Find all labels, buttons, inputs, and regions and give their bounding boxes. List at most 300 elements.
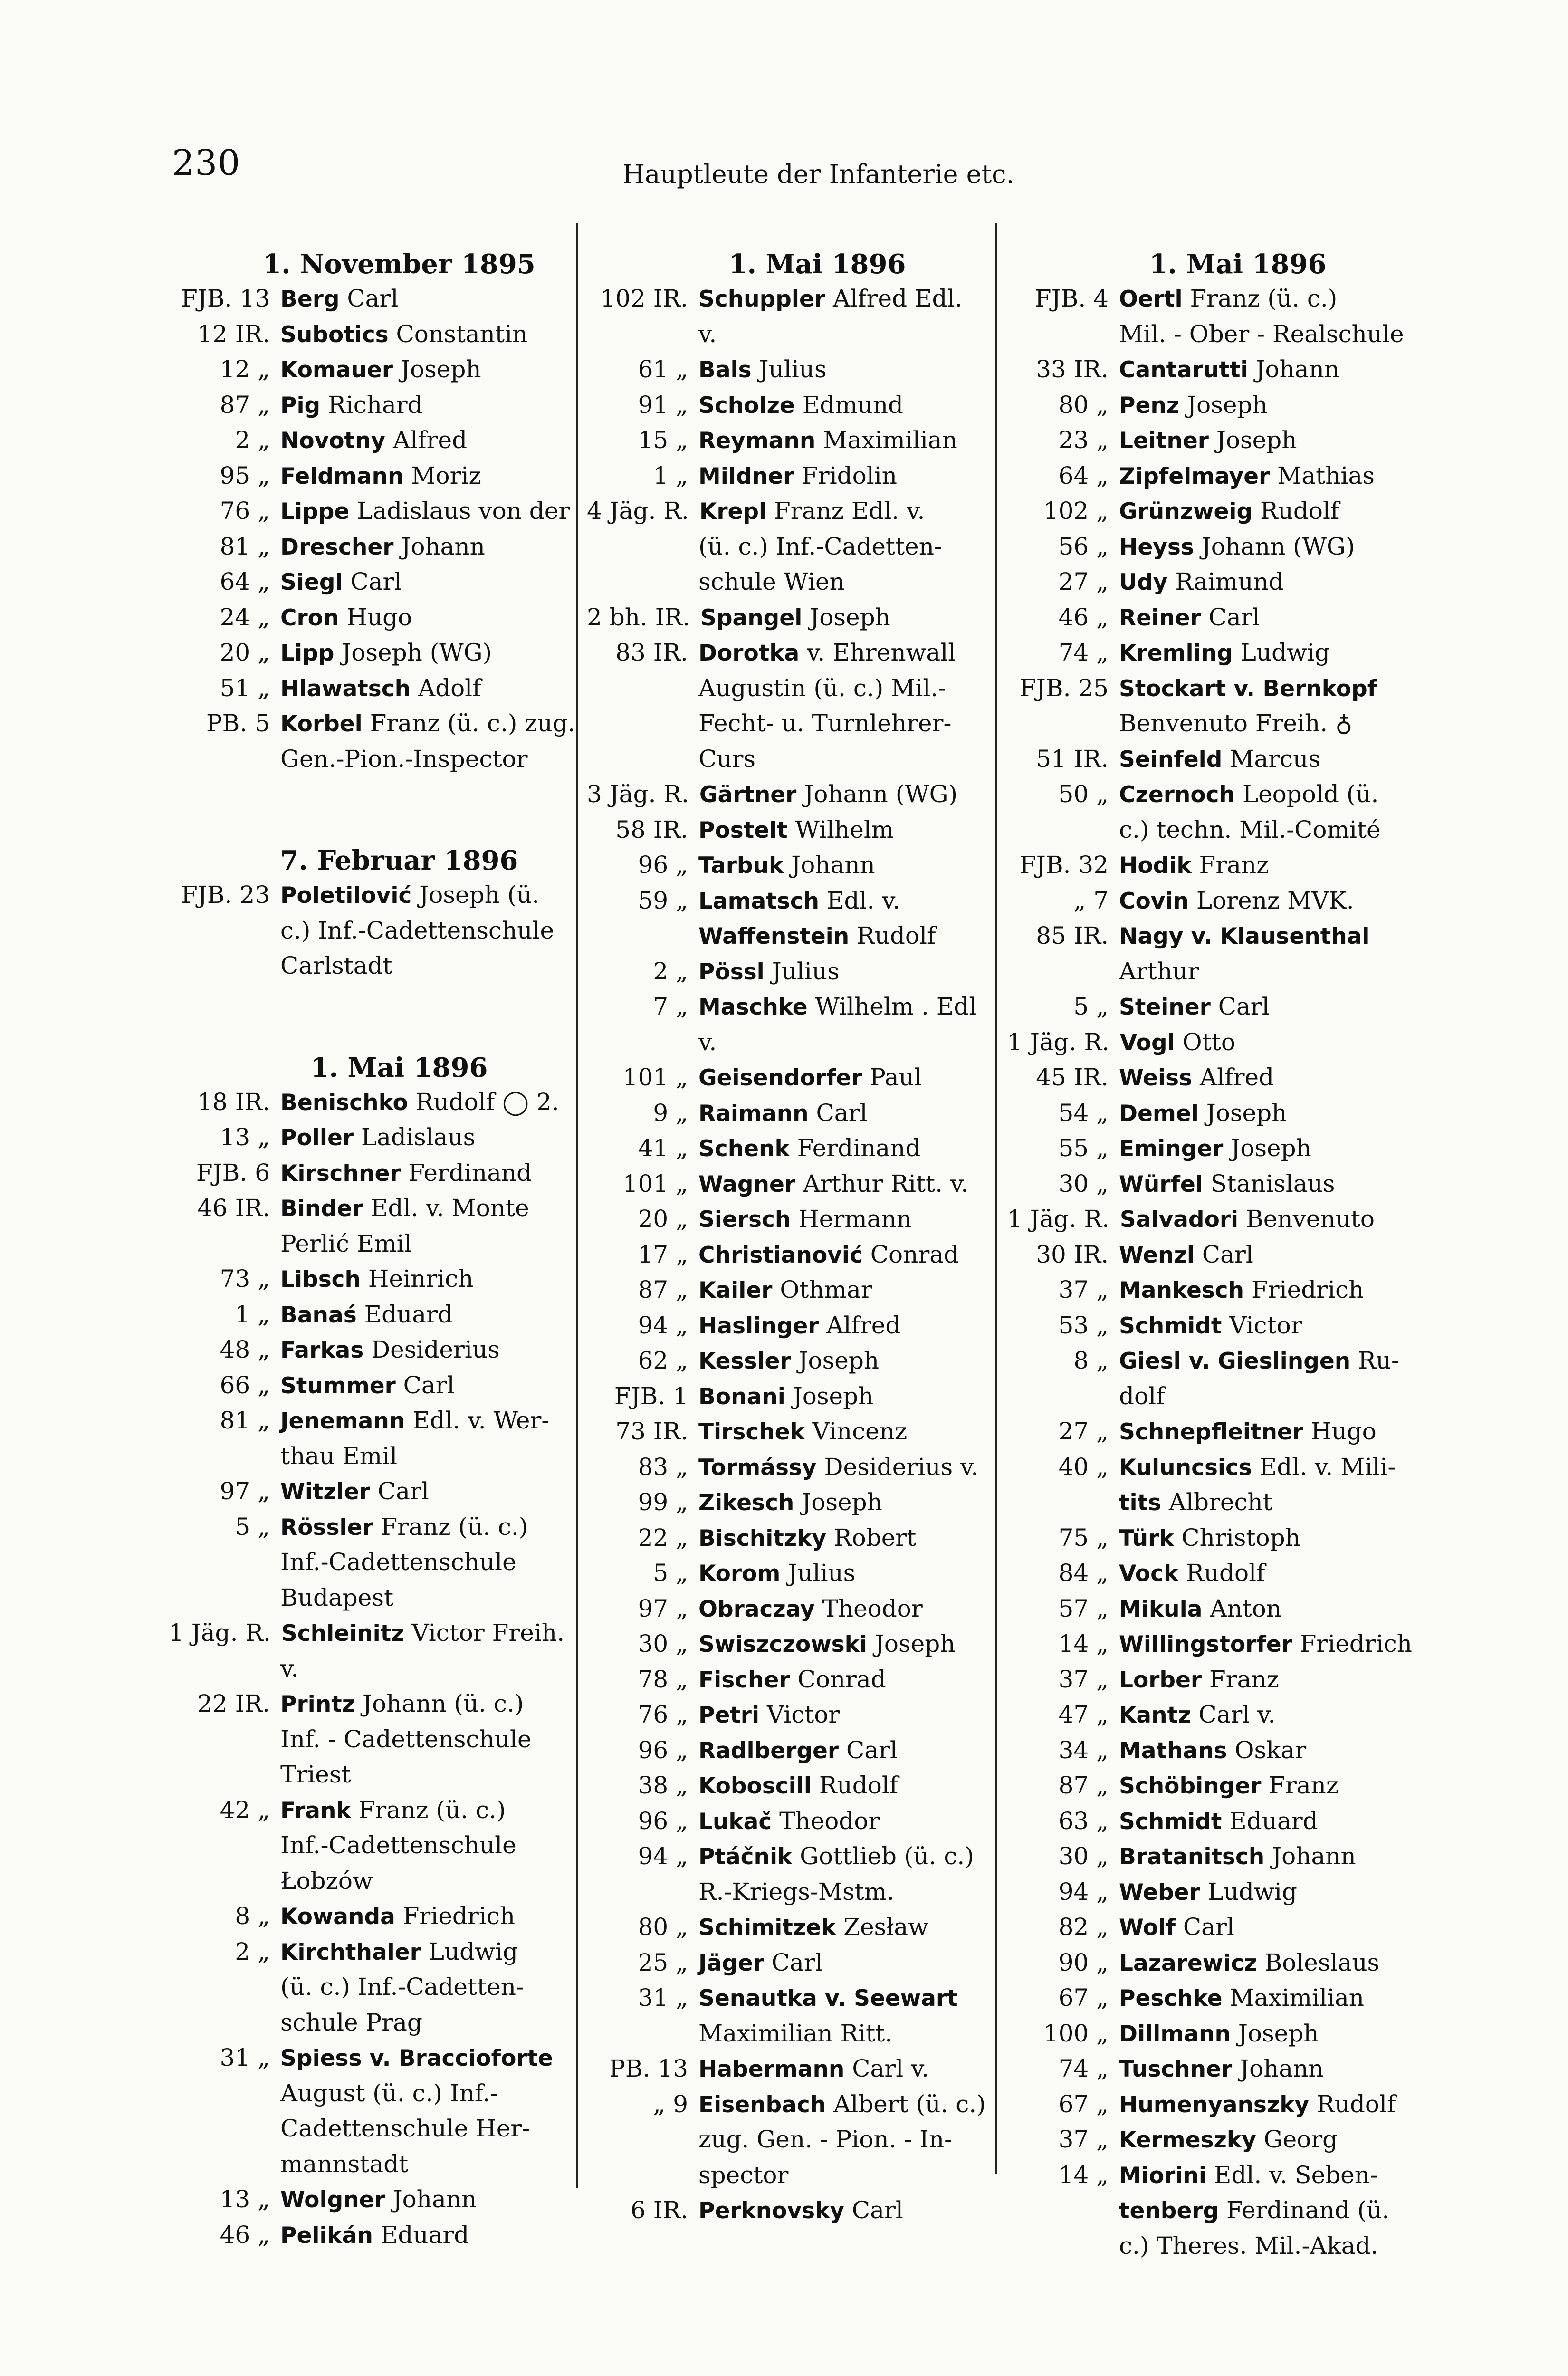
entry-text <box>280 565 577 600</box>
entry-details: Stanislaus <box>1203 1169 1335 1198</box>
entry-details: Victor <box>1222 1311 1302 1339</box>
entry-details: Mathias <box>1270 461 1375 489</box>
entry-text <box>280 2182 577 2218</box>
entry-details: Ludwig <box>421 1937 518 1965</box>
entry-details: Curs <box>698 745 756 773</box>
officer-surname: tits <box>1119 1490 1162 1516</box>
entry-row <box>1007 2087 1416 2123</box>
officer-surname: Heyss <box>1119 534 1194 560</box>
unit-label: 90 „ <box>1058 1948 1109 1976</box>
officer-surname: Eminger <box>1119 1136 1224 1162</box>
column-3 <box>1007 247 1416 2264</box>
entry-row <box>1007 1025 1416 1061</box>
entry-text <box>698 2158 995 2194</box>
entry-details: Johann (WG) <box>796 780 958 808</box>
officer-surname: Tirschek <box>698 1419 805 1445</box>
unit-label: 23 „ <box>1058 426 1109 454</box>
entry-text <box>1119 2158 1416 2194</box>
unit-label: 40 „ <box>1058 1453 1109 1481</box>
entry-row <box>1007 1733 1416 1769</box>
unit-label <box>587 2158 698 2194</box>
unit-label: 87 „ <box>638 1276 688 1303</box>
entry-row <box>587 529 995 565</box>
officer-surname: Gärtner <box>699 782 797 808</box>
entry-details: Fecht- u. Turnlehrer- <box>698 709 952 737</box>
entry-details: Rudolf <box>1252 497 1339 525</box>
unit-label <box>169 1226 280 1262</box>
entry-row <box>1007 1697 1416 1733</box>
entry-row <box>1007 2051 1416 2087</box>
unit-label <box>169 2147 280 2183</box>
column-2 <box>587 247 995 2229</box>
entry-details: Leopold (ü. <box>1234 780 1379 808</box>
entry-text <box>1119 529 1416 565</box>
entry-text <box>698 883 995 919</box>
entry-row <box>587 706 995 742</box>
entry-details: Oskar <box>1227 1736 1307 1764</box>
entry-text <box>1119 2051 1416 2087</box>
entry-details: R.-Kriegs-Mstm. <box>698 1878 895 1906</box>
entry-details: Carl v. <box>1191 1701 1276 1728</box>
unit-label: 22 „ <box>638 1523 688 1552</box>
entry-details: Alfred <box>385 426 468 454</box>
entry-details: Eduard <box>1222 1807 1318 1835</box>
unit-label: 63 „ <box>1058 1807 1109 1835</box>
entry-row <box>587 1839 995 1875</box>
entry-details: Ludwig <box>1200 1878 1297 1906</box>
entry-details: Franz <box>1202 1665 1279 1693</box>
entry-row <box>587 352 995 388</box>
unit-label: 33 IR. <box>1036 355 1109 383</box>
unit-label: 2 „ <box>235 426 270 454</box>
entry-details: Georg <box>1256 2126 1338 2153</box>
officer-surname: Petri <box>698 1702 760 1728</box>
entry-details: Edl. v. Mili- <box>1252 1453 1396 1481</box>
entry-row <box>587 1981 995 2016</box>
officer-surname: Pössl <box>698 958 765 985</box>
officer-surname: Schnepfleitner <box>1119 1419 1303 1445</box>
entry-details: Joseph <box>1230 2019 1319 2047</box>
entry-row <box>169 494 577 529</box>
unit-label: 1 Jäg. R. <box>1007 1205 1109 1233</box>
officer-surname: Lukač <box>698 1808 772 1835</box>
entry-text <box>698 1485 995 1521</box>
unit-label: 20 „ <box>638 1205 688 1233</box>
unit-label: 30 „ <box>1058 1842 1109 1870</box>
entry-row <box>1007 1627 1416 1662</box>
entry-text <box>1119 1945 1416 1981</box>
entry-details: Ladislaus von der <box>349 497 570 525</box>
entry-row <box>1007 1591 1416 1627</box>
entry-text <box>1119 494 1416 529</box>
entry-row <box>169 529 577 565</box>
entry-row <box>169 2182 577 2218</box>
running-title: Hauptleute der Infanterie etc. <box>622 159 1014 189</box>
entry-details: Franz <box>1191 851 1269 879</box>
unit-label: 27 „ <box>1058 1418 1109 1445</box>
entry-row <box>1007 671 1416 707</box>
entry-details: schule Wien <box>698 568 845 595</box>
entry-text <box>698 1131 995 1167</box>
entry-row <box>169 671 577 707</box>
unit-label: 99 „ <box>638 1488 688 1516</box>
entry-text <box>1119 1450 1416 1485</box>
entry-text <box>1119 1237 1416 1273</box>
entry-row <box>1007 388 1416 423</box>
entry-row <box>587 1096 995 1131</box>
entry-row <box>587 954 995 990</box>
entry-details: Hermann <box>791 1205 912 1233</box>
entry-row <box>587 1273 995 1308</box>
entry-row <box>1007 1167 1416 1202</box>
entry-text <box>1119 1981 1416 2016</box>
unit-label: 67 „ <box>1058 1984 1109 2012</box>
unit-label: 38 „ <box>638 1772 688 1799</box>
entry-details: Conrad <box>790 1665 886 1693</box>
unit-label: 64 „ <box>1058 461 1109 489</box>
unit-label: 42 „ <box>220 1796 270 1824</box>
entry-row <box>169 1686 577 1722</box>
entry-details: Albert (ü. c.) <box>826 2090 986 2118</box>
entry-text <box>698 1768 995 1804</box>
officer-surname: Radlberger <box>698 1737 839 1764</box>
officer-surname: Haslinger <box>698 1313 819 1339</box>
unit-label: 31 „ <box>638 1984 688 2012</box>
unit-label: 100 „ <box>1043 2019 1109 2047</box>
officer-surname: Reiner <box>1119 604 1201 631</box>
unit-label <box>169 1545 280 1581</box>
entry-row <box>587 813 995 848</box>
officer-surname: Peschke <box>1119 1985 1223 2012</box>
entry-row <box>587 1556 995 1591</box>
unit-label: 30 „ <box>638 1630 688 1657</box>
entry-details: Franz (ü. c.) <box>351 1796 506 1824</box>
entry-text <box>280 706 577 742</box>
entry-row <box>1007 813 1416 848</box>
entry-row <box>1007 1273 1416 1308</box>
entry-row <box>169 1828 577 1864</box>
entry-row <box>169 2218 577 2253</box>
unit-label <box>587 742 698 777</box>
unit-label: 54 „ <box>1058 1099 1109 1127</box>
entry-text <box>1119 1697 1416 1733</box>
entry-row <box>1007 1768 1416 1804</box>
entry-details: Joseph <box>785 1382 874 1410</box>
entry-row <box>169 1297 577 1333</box>
entry-details: Carl <box>339 285 399 312</box>
unit-label <box>169 1828 280 1864</box>
officer-surname: Vock <box>1119 1561 1179 1587</box>
entry-row <box>587 1945 995 1981</box>
entry-text <box>698 1025 995 1061</box>
officer-surname: Kowanda <box>280 1904 395 1930</box>
entry-row <box>1007 423 1416 459</box>
officer-surname: Schleinitz <box>281 1620 404 1647</box>
unit-label: 57 „ <box>1058 1594 1109 1622</box>
entry-row <box>1007 1131 1416 1167</box>
entry-details: Edl. v. Seben- <box>1206 2161 1378 2189</box>
entry-details: Inf.-Cadettenschule <box>280 1831 516 1859</box>
entry-row <box>587 635 995 671</box>
officer-surname: Poller <box>280 1125 354 1151</box>
officer-surname: Libsch <box>280 1266 361 1293</box>
unit-label: „ 7 <box>1073 886 1109 914</box>
entry-details: Ladislaus <box>354 1123 476 1151</box>
unit-label: 1 Jäg. R. <box>169 1619 271 1647</box>
officer-surname: Udy <box>1119 569 1168 595</box>
entry-text <box>280 2218 577 2253</box>
entry-text <box>1119 1521 1416 1556</box>
unit-label <box>1007 1485 1119 1521</box>
officer-surname: Reymann <box>698 428 816 454</box>
unit-label <box>169 2005 280 2041</box>
entry-details: Fridolin <box>794 461 897 489</box>
entry-text <box>280 2111 577 2147</box>
officer-surname: Würfel <box>1119 1171 1203 1198</box>
unit-label: 5 „ <box>653 1559 688 1587</box>
unit-label <box>587 317 698 353</box>
entry-row <box>587 2016 995 2052</box>
unit-label: 101 „ <box>622 1063 688 1091</box>
entry-text <box>280 2041 577 2076</box>
entry-details: Rudolf <box>811 1772 899 1799</box>
entry-text <box>280 913 577 949</box>
entry-text <box>1119 883 1416 919</box>
entry-row <box>169 1864 577 1899</box>
officer-surname: Lorber <box>1119 1667 1202 1693</box>
officer-surname: Schenk <box>698 1136 790 1162</box>
entry-row <box>1007 883 1416 919</box>
entry-details: Eduard <box>356 1300 453 1328</box>
officer-surname: Kirschner <box>280 1160 401 1187</box>
unit-label: 78 „ <box>638 1665 688 1693</box>
entry-text <box>280 2076 577 2112</box>
entry-row <box>587 2193 995 2229</box>
entry-details: Theodor <box>772 1807 880 1835</box>
entry-text <box>280 1510 577 1545</box>
entry-row <box>1007 1521 1416 1556</box>
unit-label <box>587 919 698 954</box>
entry-row <box>169 1970 577 2005</box>
officer-surname: Waffenstein <box>698 923 850 949</box>
unit-label <box>169 2076 280 2112</box>
entry-details: Joseph <box>791 1347 880 1374</box>
entry-row <box>587 848 995 883</box>
entry-row <box>1007 1096 1416 1131</box>
entry-text <box>280 1651 577 1687</box>
entry-details: Julius <box>751 355 827 383</box>
entry-details: Joseph <box>867 1630 956 1657</box>
entry-row <box>169 878 577 913</box>
entry-text <box>280 1864 577 1899</box>
entry-row <box>169 1757 577 1793</box>
entry-details: Rudolf ◯ 2. <box>408 1088 559 1116</box>
entry-row <box>587 742 995 777</box>
entry-details: Rudolf <box>1178 1559 1265 1587</box>
officer-surname: Lamatsch <box>698 888 820 914</box>
officer-surname: Eisenbach <box>698 2091 826 2118</box>
entry-row <box>1007 635 1416 671</box>
unit-label: 94 „ <box>638 1842 688 1870</box>
entry-details: Carl v. <box>844 2055 929 2082</box>
entry-text <box>1119 706 1416 742</box>
officer-surname: Penz <box>1119 392 1180 419</box>
unit-label: 31 „ <box>220 2044 270 2071</box>
entry-row <box>169 1651 577 1687</box>
unit-label: 62 „ <box>638 1347 688 1374</box>
unit-label: 91 „ <box>638 391 688 419</box>
unit-label: 3 Jäg. R. <box>587 780 689 808</box>
unit-label: 8 „ <box>235 1902 270 1930</box>
officer-surname: Dillmann <box>1119 2021 1231 2047</box>
entry-text <box>280 2005 577 2041</box>
entry-row <box>1007 1414 1416 1450</box>
entry-details: Benvenuto Freih. ♁ <box>1119 709 1353 737</box>
entry-row <box>1007 2158 1416 2194</box>
entry-text <box>1119 1875 1416 1910</box>
entry-details: Johann <box>784 851 875 879</box>
entry-text <box>1119 777 1416 813</box>
unit-label: 13 „ <box>220 2185 270 2213</box>
entry-details: Desiderius <box>363 1336 500 1363</box>
entry-details: Carl <box>1210 993 1270 1020</box>
entry-text <box>698 706 995 742</box>
unit-label <box>169 1757 280 1793</box>
officer-surname: Zikesch <box>698 1490 794 1516</box>
entry-row <box>169 1545 577 1581</box>
entry-row <box>587 1662 995 1698</box>
unit-label <box>1007 706 1119 742</box>
entry-details: Joseph <box>802 603 890 631</box>
entry-details: Johann <box>385 2185 477 2213</box>
entry-text <box>1119 2122 1416 2158</box>
unit-label <box>587 2122 698 2158</box>
unit-label <box>169 1722 280 1758</box>
entry-details: Constantin <box>388 320 528 348</box>
entry-text <box>1119 1910 1416 1945</box>
officer-surname: Covin <box>1119 888 1189 914</box>
unit-label: 2 bh. IR. <box>587 603 690 631</box>
entry-row <box>587 281 995 317</box>
unit-label: 95 „ <box>220 461 270 489</box>
unit-label: 76 „ <box>638 1701 688 1728</box>
entry-details: Alfred <box>819 1311 901 1339</box>
unit-label: 18 IR. <box>197 1088 270 1116</box>
officer-surname: Habermann <box>698 2056 845 2082</box>
entry-details: Johann (WG) <box>1194 532 1355 560</box>
entry-text <box>698 1945 995 1981</box>
entry-details: Conrad <box>862 1240 959 1268</box>
entry-text <box>280 494 577 529</box>
unit-label: 101 „ <box>622 1169 688 1198</box>
entry-text <box>1119 423 1416 459</box>
officer-surname: Wolf <box>1119 1915 1176 1941</box>
entry-text <box>698 565 995 600</box>
entry-row <box>587 1910 995 1945</box>
entry-details: Carl <box>1176 1913 1234 1941</box>
entry-details: v. <box>698 320 717 348</box>
entry-text <box>280 1297 577 1333</box>
entry-details: Adolf <box>411 674 481 702</box>
entry-text <box>280 1226 577 1262</box>
entry-row <box>587 1450 995 1485</box>
entry-details: Alfred <box>1192 1063 1274 1091</box>
entry-row <box>587 1308 995 1344</box>
unit-label: „ 9 <box>653 2090 688 2118</box>
entry-text <box>698 1839 995 1875</box>
entry-row <box>169 281 577 317</box>
entry-details: Ru- <box>1350 1347 1399 1374</box>
officer-surname: Kirchthaler <box>280 1939 421 1965</box>
entry-row <box>1007 459 1416 494</box>
entry-row <box>169 1793 577 1829</box>
section-heading: 1. Mai 1896 <box>728 249 906 280</box>
section-heading: 7. Februar 1896 <box>280 845 518 876</box>
entry-text <box>280 1368 577 1404</box>
entry-text <box>280 1970 577 2005</box>
entry-text <box>280 1793 577 1829</box>
entry-text <box>698 1237 995 1273</box>
entry-details: Robert <box>826 1523 917 1552</box>
officer-surname: Stummer <box>280 1372 396 1399</box>
entry-row <box>169 2111 577 2147</box>
officer-surname: Mildner <box>698 463 794 489</box>
unit-label: 55 „ <box>1058 1134 1109 1162</box>
unit-label: 37 „ <box>1058 1665 1109 1693</box>
entry-details: Joseph <box>393 355 481 383</box>
officer-surname: Cron <box>280 604 339 631</box>
unit-label: 37 „ <box>1058 1276 1109 1303</box>
unit-label <box>1007 954 1119 990</box>
entry-details: (ü. c.) Inf.-Cadetten- <box>280 1973 524 2001</box>
officer-surname: Dorotka <box>698 640 800 666</box>
entry-text <box>698 989 995 1025</box>
entry-details: Ferdinand <box>789 1134 921 1162</box>
entry-text <box>698 848 995 883</box>
unit-label: 22 IR. <box>197 1690 270 1717</box>
officer-surname: Poletilović <box>280 882 412 909</box>
unit-label: 2 „ <box>235 1937 270 1965</box>
entry-details: Joseph (WG) <box>334 639 492 666</box>
entry-row <box>1007 989 1416 1025</box>
entry-text <box>280 671 577 707</box>
officer-surname: Rössler <box>280 1514 373 1541</box>
entry-row <box>587 671 995 707</box>
unit-label <box>587 706 698 742</box>
unit-label: FJB. 25 <box>1020 674 1109 702</box>
entry-details: Lorenz MVK. <box>1189 886 1354 914</box>
entry-details: Paul <box>862 1063 922 1091</box>
unit-label: FJB. 4 <box>1034 285 1109 312</box>
officer-surname: Humenyanszky <box>1119 2091 1310 2118</box>
entry-details: c.) Theres. Mil.-Akad. <box>1119 2232 1378 2260</box>
entry-details: Julius <box>780 1559 856 1587</box>
entry-row <box>169 1722 577 1758</box>
entry-details: Arthur Ritt. v. <box>795 1169 969 1198</box>
officer-surname: Kermeszky <box>1119 2127 1256 2153</box>
entry-row <box>587 423 995 459</box>
unit-label: 6 IR. <box>631 2196 688 2224</box>
entry-text <box>1119 2193 1416 2229</box>
entry-row <box>1007 2229 1416 2264</box>
unit-label: 25 „ <box>638 1948 688 1976</box>
entry-text <box>700 600 995 636</box>
officer-surname: Kremling <box>1119 640 1233 666</box>
entry-text <box>1119 1804 1416 1839</box>
entry-text <box>1119 1627 1416 1662</box>
entry-row <box>1007 352 1416 388</box>
entry-row <box>169 1899 577 1935</box>
